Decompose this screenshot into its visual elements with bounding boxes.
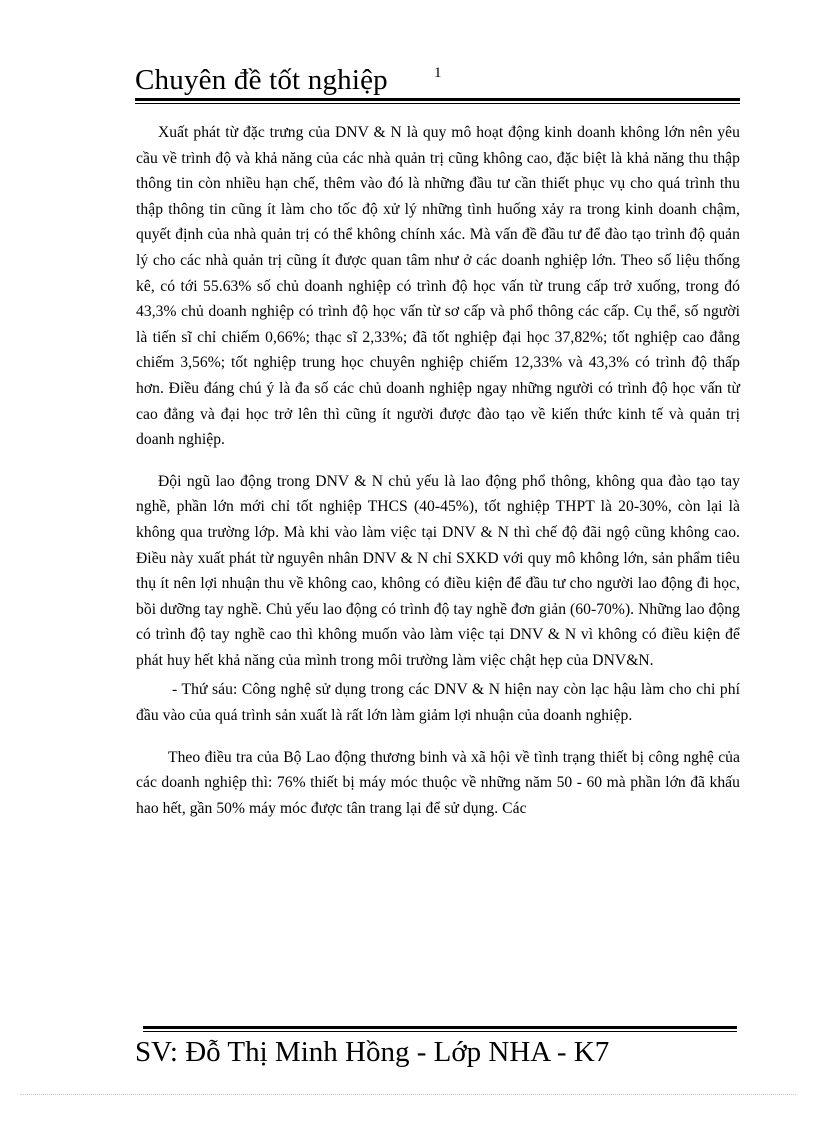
paragraph-4: Theo điều tra của Bộ Lao động thương binh và xã hội về tình trạng thiết bị công nghệ của các doanh nghiệp thì: 76% thiết bị máy móc thuộc về những năm 50 - 60 mà phần lớn đã khấu hao hết, gần 50% máy móc được tân trang lại để sử dụng. Các — [136, 748, 740, 817]
header-rule-thick — [135, 98, 740, 101]
document-header-title: Chuyên đề tốt nghiệp — [135, 64, 388, 96]
paragraph-1: Xuất phát từ đặc trưng của DNV & N là quy mô hoạt động kinh doanh không lớn nên yêu cầu về trình độ và khả năng của các nhà quản trị cũng không cao, đặc biệt là khả năng thu thập thông tin còn nhiều hạn chế, thêm vào đó là những đầu tư cần thiết phục vụ cho quá trình thu thập thông tin cũng ít làm cho tốc độ xử lý những tình huống xảy ra trong kinh doanh chậm, quyết định của nhà quản trị có thể không chính xác. Mà vấn đề đầu tư để đào tạo trình độ quản lý cho các nhà quản trị cũng ít được quan tâm như ở các doanh nghiệp lớn. Theo số liệu thống kê, có tới 55.63% số chủ doanh nghiệp có trình độ học vấn từ trung cấp trở xuống, trong đó 43,3% chủ doanh nghiệp có trình độ học vấn từ sơ cấp và phổ thông các cấp. Cụ thể, số người là tiến sĩ chỉ chiếm 0,66%; thạc sĩ 2,33%; đã tốt nghiệp đại học 37,82%; tốt nghiệp cao đẳng chiếm 3,56%; tốt nghiệp trung học chuyên nghiệp chiếm 12,33% và 43,3% có trình độ thấp hơn. Điều đáng chú ý là đa số các chủ doanh nghiệp ngay những người có trình độ học vấn từ cao đẳng và đại học trở lên thì cũng ít người được đào tạo về kiến thức kinh tế và quản trị doanh nghiệp. — [136, 124, 740, 449]
paragraph-3: - Thứ sáu: Công nghệ sử dụng trong các DNV & N hiện nay còn lạc hậu làm cho chi phí đầu vào của quá trình sản xuất là rất lớn làm giảm lợi nhuận của doanh nghiệp. — [136, 681, 740, 725]
paragraph-2: Đội ngũ lao động trong DNV & N chủ yếu là lao động phổ thông, không qua đào tạo tay nghề, phần lớn mới chỉ tốt nghiệp THCS (40-45%), tốt nghiệp THPT là 20-30%, còn lại là không qua trường lớp. Mà khi vào làm việc tại DNV & N thì chế độ đãi ngộ cũng không cao. Điều này xuất phát từ nguyên nhân DNV & N chỉ SXKD với quy mô không lớn, sản phẩm tiêu thụ ít nên lợi nhuận thu về không cao, không có điều kiện để đầu tư cho người lao động đi học, bồi dưỡng tay nghề. Chủ yếu lao động có trình độ tay nghề đơn giản (60-70%). Những lao động có trình độ tay nghề cao thì không muốn vào làm việc tại DNV & N vì không có điều kiện để phát huy hết khả năng của mình trong môi trường làm việc chật hẹp của DNV&N. — [136, 472, 740, 669]
header-rule-thin — [135, 103, 740, 104]
document-footer: SV: Đỗ Thị Minh Hồng - Lớp NHA - K7 — [135, 1036, 610, 1068]
footer-rule-thin — [143, 1031, 737, 1032]
document-body — [136, 120, 740, 821]
page-number: 1 — [434, 65, 442, 81]
page-bottom-divider — [20, 1094, 796, 1095]
footer-rule-thick — [143, 1026, 737, 1029]
